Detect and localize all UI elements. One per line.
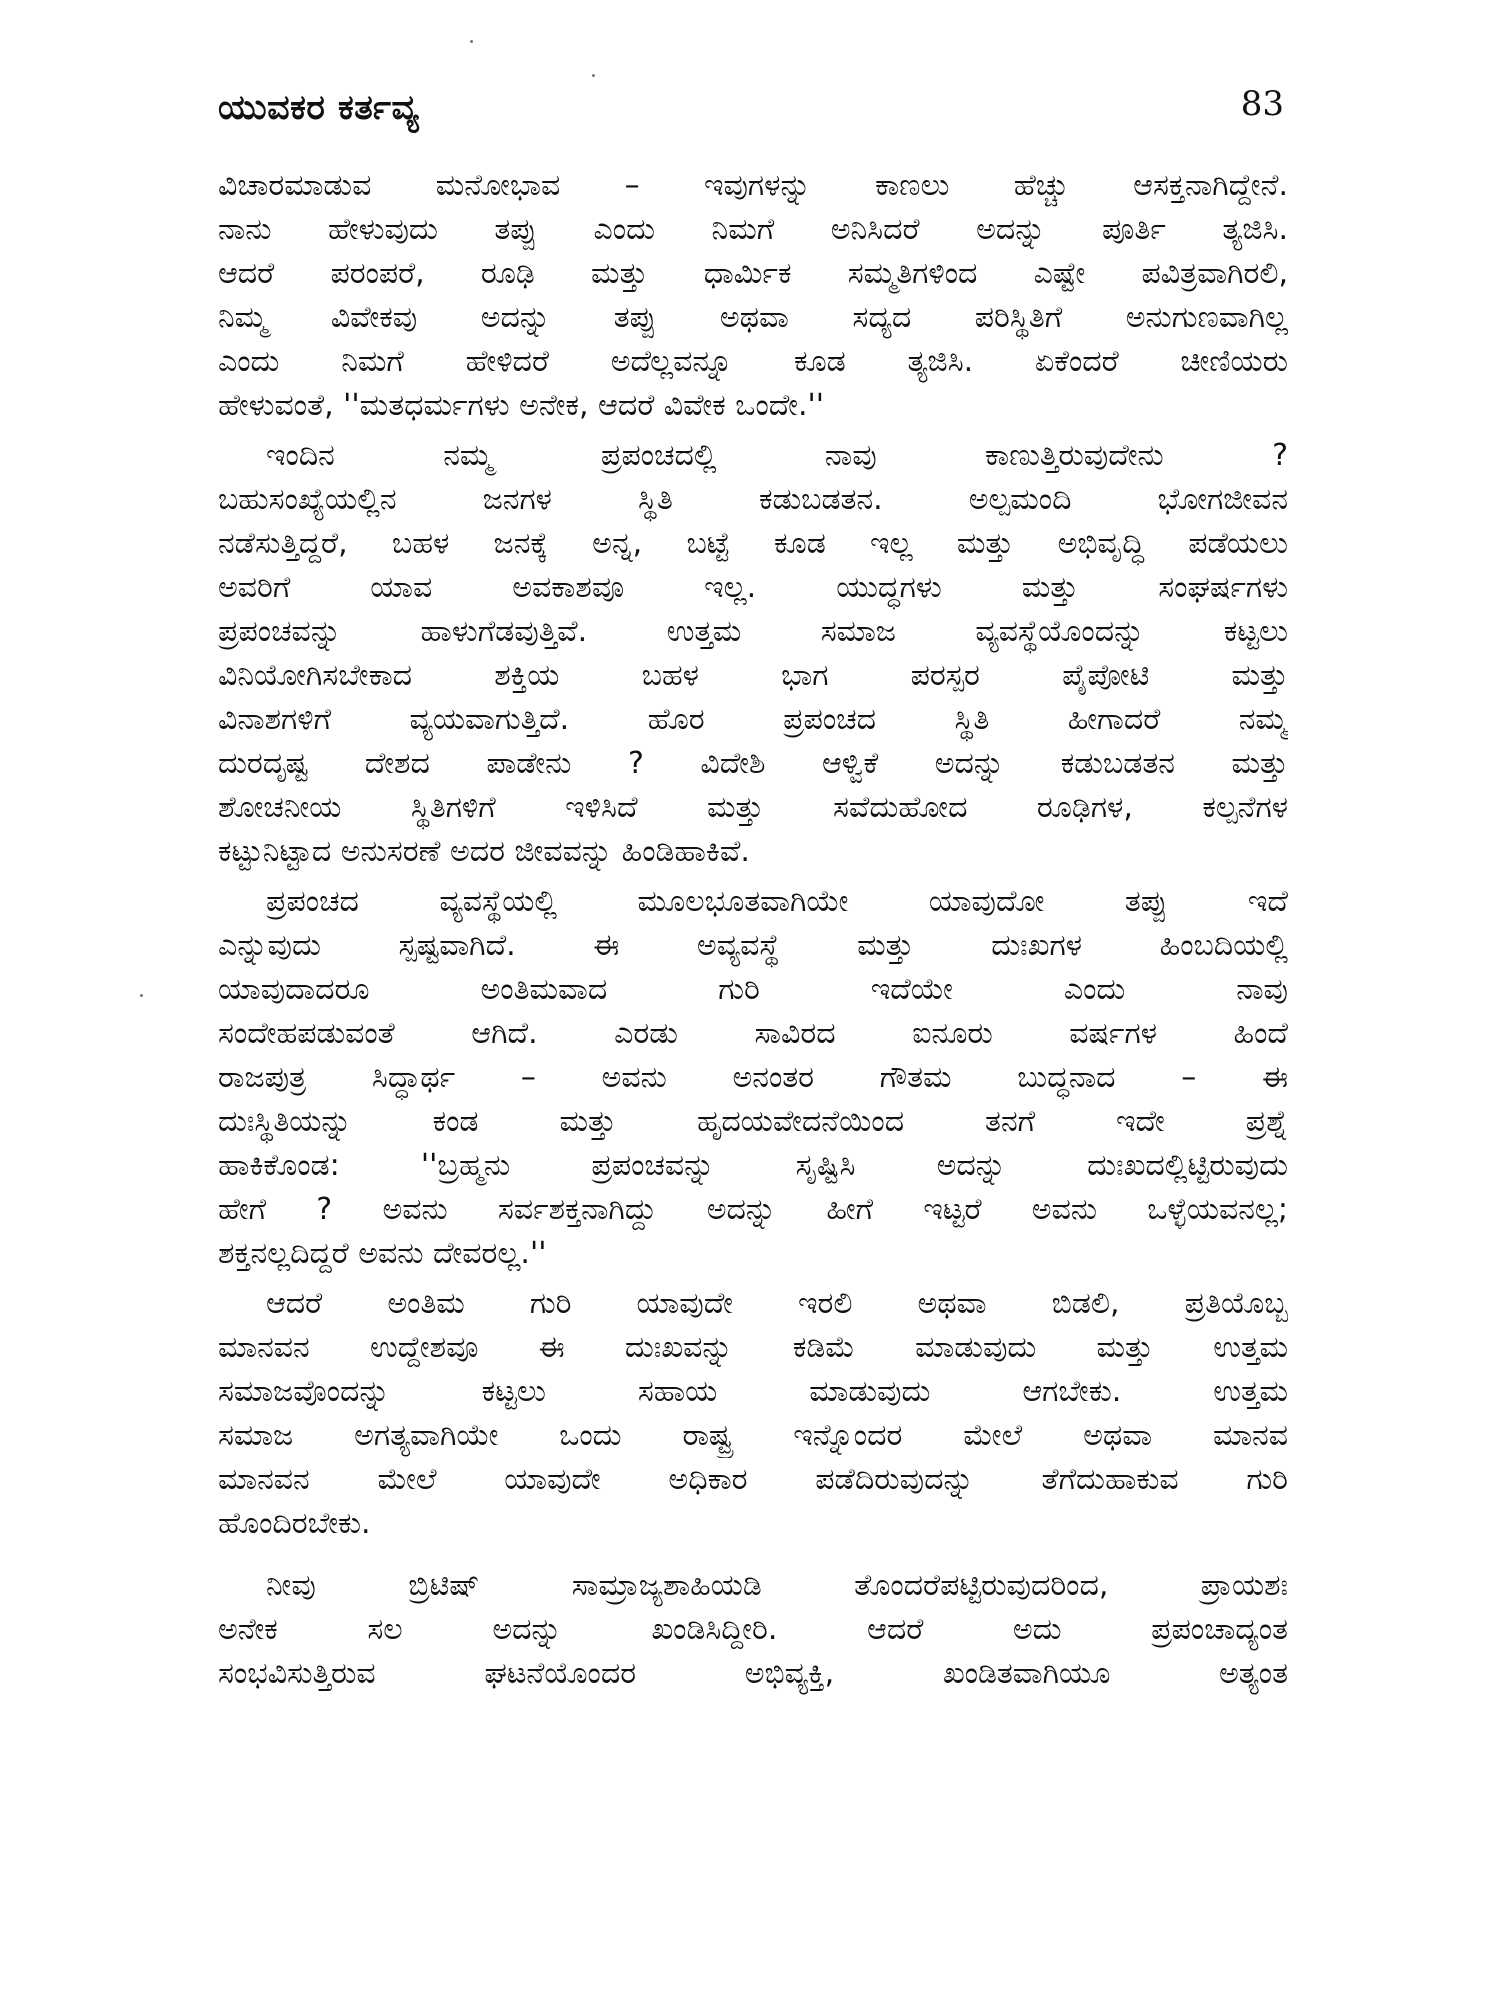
text-line: ದುಃಸ್ಥಿತಿಯನ್ನು ಕಂಡ ಮತ್ತು ಹೃದಯವೇದನೆಯಿಂದ ತನಗೆ ಇದೇ ಪ್ರಶ್ನೆ <box>218 1104 1288 1139</box>
paragraph <box>218 1564 1288 1696</box>
text-line: ಪ್ರಪಂಚದ ವ್ಯವಸ್ಥೆಯಲ್ಲಿ ಮೂಲಭೂತವಾಗಿಯೇ ಯಾವುದೋ ತಪ್ಪು ಇದೆ <box>266 884 1288 919</box>
text-line: ನೀವು ಬ್ರಿಟಿಷ್ ಸಾಮ್ರಾಜ್ಯಶಾಹಿಯಡಿ ತೊಂದರೆಪಟ್ಟಿರುವುದರಿಂದ, ಪ್ರಾಯಶಃ <box>266 1568 1288 1603</box>
text-line: ಯಾವುದಾದರೂ ಅಂತಿಮವಾದ ಗುರಿ ಇದೆಯೇ ಎಂದು ನಾವು <box>218 972 1288 1007</box>
text-line: ಮಾನವನ ಉದ್ದೇಶವೂ ಈ ದುಃಖವನ್ನು ಕಡಿಮೆ ಮಾಡುವುದು ಮತ್ತು ಉತ್ತಮ <box>218 1330 1288 1365</box>
text-line: ವಿಚಾರಮಾಡುವ ಮನೋಭಾವ – ಇವುಗಳನ್ನು ಕಾಣಲು ಹೆಚ್ಚು ಆಸಕ್ತನಾಗಿದ್ದೇನೆ. <box>218 168 1288 203</box>
running-header-title: ಯುವಕರ ಕರ್ತವ್ಯ <box>218 88 420 128</box>
text-line: ಹೇಳುವಂತೆ, ''ಮತಧರ್ಮಗಳು ಅನೇಕ, ಆದರೆ ವಿವೇಕ ಒಂದೇ.'' <box>218 388 824 423</box>
text-line: ನಿಮ್ಮ ವಿವೇಕವು ಅದನ್ನು ತಪ್ಪು ಅಥವಾ ಸದ್ಯದ ಪರಿಸ್ಥಿತಿಗೆ ಅನುಗುಣವಾಗಿಲ್ಲ <box>218 300 1288 335</box>
running-header <box>218 84 1284 140</box>
text-line: ಆದರೆ ಅಂತಿಮ ಗುರಿ ಯಾವುದೇ ಇರಲಿ ಅಥವಾ ಬಿಡಲಿ, ಪ್ರತಿಯೊಬ್ಬ <box>266 1286 1288 1321</box>
text-line: ಶಕ್ತನಲ್ಲದಿದ್ದರೆ ಅವನು ದೇವರಲ್ಲ.'' <box>218 1236 547 1271</box>
paragraph <box>218 164 1288 428</box>
page-number: 83 <box>1240 84 1284 124</box>
text-line: ನಾನು ಹೇಳುವುದು ತಪ್ಪು ಎಂದು ನಿಮಗೆ ಅನಿಸಿದರೆ ಅದನ್ನು ಪೂರ್ತಿ ತ್ಯಜಿಸಿ. <box>218 212 1288 247</box>
text-line: ಬಹುಸಂಖ್ಯೆಯಲ್ಲಿನ ಜನಗಳ ಸ್ಥಿತಿ ಕಡುಬಡತನ. ಅಲ್ಪಮಂದಿ ಭೋಗಜೀವನ <box>218 482 1288 517</box>
text-line: ಇಂದಿನ ನಮ್ಮ ಪ್ರಪಂಚದಲ್ಲಿ ನಾವು ಕಾಣುತ್ತಿರುವುದೇನು ? <box>266 438 1288 473</box>
text-line: ಹೇಗೆ ? ಅವನು ಸರ್ವಶಕ್ತನಾಗಿದ್ದು ಅದನ್ನು ಹೀಗೆ ಇಟ್ಟರೆ ಅವನು ಒಳ್ಳೆಯವನಲ್ಲ; <box>218 1192 1288 1227</box>
text-line: ಶೋಚನೀಯ ಸ್ಥಿತಿಗಳಿಗೆ ಇಳಿಸಿದೆ ಮತ್ತು ಸವೆದುಹೋದ ರೂಢಿಗಳ, ಕಲ್ಪನೆಗಳ <box>218 790 1288 825</box>
text-line: ಸಮಾಜ ಅಗತ್ಯವಾಗಿಯೇ ಒಂದು ರಾಷ್ಟ್ರ ಇನ್ನೊಂದರ ಮೇಲೆ ಅಥವಾ ಮಾನವ <box>218 1418 1288 1453</box>
paragraph <box>218 434 1288 874</box>
text-line: ಸಂಭವಿಸುತ್ತಿರುವ ಘಟನೆಯೊಂದರ ಅಭಿವ್ಯಕ್ತಿ, ಖಂಡಿತವಾಗಿಯೂ ಅತ್ಯಂತ <box>218 1656 1288 1691</box>
text-line: ಪ್ರಪಂಚವನ್ನು ಹಾಳುಗೆಡವುತ್ತಿವೆ. ಉತ್ತಮ ಸಮಾಜ ವ್ಯವಸ್ಥೆಯೊಂದನ್ನು ಕಟ್ಟಲು <box>218 614 1288 649</box>
body-text <box>218 164 1288 1702</box>
text-line: ಸಮಾಜವೊಂದನ್ನು ಕಟ್ಟಲು ಸಹಾಯ ಮಾಡುವುದು ಆಗಬೇಕು. ಉತ್ತಮ <box>218 1374 1288 1409</box>
text-line: ಆದರೆ ಪರಂಪರೆ, ರೂಢಿ ಮತ್ತು ಧಾರ್ಮಿಕ ಸಮ್ಮತಿಗಳಿಂದ ಎಷ್ಟೇ ಪವಿತ್ರವಾಗಿರಲಿ, <box>218 256 1288 291</box>
text-line: ಹೊಂದಿರಬೇಕು. <box>218 1506 371 1541</box>
text-line: ಮಾನವನ ಮೇಲೆ ಯಾವುದೇ ಅಧಿಕಾರ ಪಡೆದಿರುವುದನ್ನು ತೆಗೆದುಹಾಕುವ ಗುರಿ <box>218 1462 1288 1497</box>
paragraph <box>218 1282 1288 1546</box>
text-line: ದುರದೃಷ್ಟ ದೇಶದ ಪಾಡೇನು ? ವಿದೇಶಿ ಆಳ್ವಿಕೆ ಅದನ್ನು ಕಡುಬಡತನ ಮತ್ತು <box>218 746 1288 781</box>
text-line: ಸಂದೇಹಪಡುವಂತೆ ಆಗಿದೆ. ಎರಡು ಸಾವಿರದ ಐನೂರು ವರ್ಷಗಳ ಹಿಂದೆ <box>218 1016 1288 1051</box>
scan-speck <box>592 74 595 77</box>
scan-speck <box>140 994 143 997</box>
text-line: ಎಂದು ನಿಮಗೆ ಹೇಳಿದರೆ ಅದೆಲ್ಲವನ್ನೂ ಕೂಡ ತ್ಯಜಿಸಿ. ಏಕೆಂದರೆ ಚೀಣಿಯರು <box>218 344 1288 379</box>
text-line: ಅವರಿಗೆ ಯಾವ ಅವಕಾಶವೂ ಇಲ್ಲ. ಯುದ್ಧಗಳು ಮತ್ತು ಸಂಘರ್ಷಗಳು <box>218 570 1288 605</box>
text-line: ರಾಜಪುತ್ರ ಸಿದ್ಧಾರ್ಥ – ಅವನು ಅನಂತರ ಗೌತಮ ಬುದ್ಧನಾದ – ಈ <box>218 1060 1288 1095</box>
paragraph <box>218 880 1288 1276</box>
text-line: ವಿನಿಯೋಗಿಸಬೇಕಾದ ಶಕ್ತಿಯ ಬಹಳ ಭಾಗ ಪರಸ್ಪರ ಪೈಪೋಟಿ ಮತ್ತು <box>218 658 1288 693</box>
text-line: ನಡೆಸುತ್ತಿದ್ದರೆ, ಬಹಳ ಜನಕ್ಕೆ ಅನ್ನ, ಬಟ್ಟೆ ಕೂಡ ಇಲ್ಲ ಮತ್ತು ಅಭಿವೃದ್ಧಿ ಪಡೆಯಲು <box>218 526 1288 561</box>
text-line: ವಿನಾಶಗಳಿಗೆ ವ್ಯಯವಾಗುತ್ತಿದೆ. ಹೊರ ಪ್ರಪಂಚದ ಸ್ಥಿತಿ ಹೀಗಾದರೆ ನಮ್ಮ <box>218 702 1288 737</box>
text-line: ಅನೇಕ ಸಲ ಅದನ್ನು ಖಂಡಿಸಿದ್ದೀರಿ. ಆದರೆ ಅದು ಪ್ರಪಂಚಾದ್ಯಂತ <box>218 1612 1288 1647</box>
text-line: ಹಾಕಿಕೊಂಡ: ''ಬ್ರಹ್ಮನು ಪ್ರಪಂಚವನ್ನು ಸೃಷ್ಟಿಸಿ ಅದನ್ನು ದುಃಖದಲ್ಲಿಟ್ಟಿರುವುದು <box>218 1148 1288 1183</box>
text-line: ಕಟ್ಟುನಿಟ್ಟಾದ ಅನುಸರಣೆ ಅದರ ಜೀವವನ್ನು ಹಿಂಡಿಹಾಕಿವೆ. <box>218 834 750 869</box>
scan-speck <box>470 40 473 43</box>
text-line: ಎನ್ನುವುದು ಸ್ಪಷ್ಟವಾಗಿದೆ. ಈ ಅವ್ಯವಸ್ಥೆ ಮತ್ತು ದುಃಖಗಳ ಹಿಂಬದಿಯಲ್ಲಿ <box>218 928 1288 963</box>
